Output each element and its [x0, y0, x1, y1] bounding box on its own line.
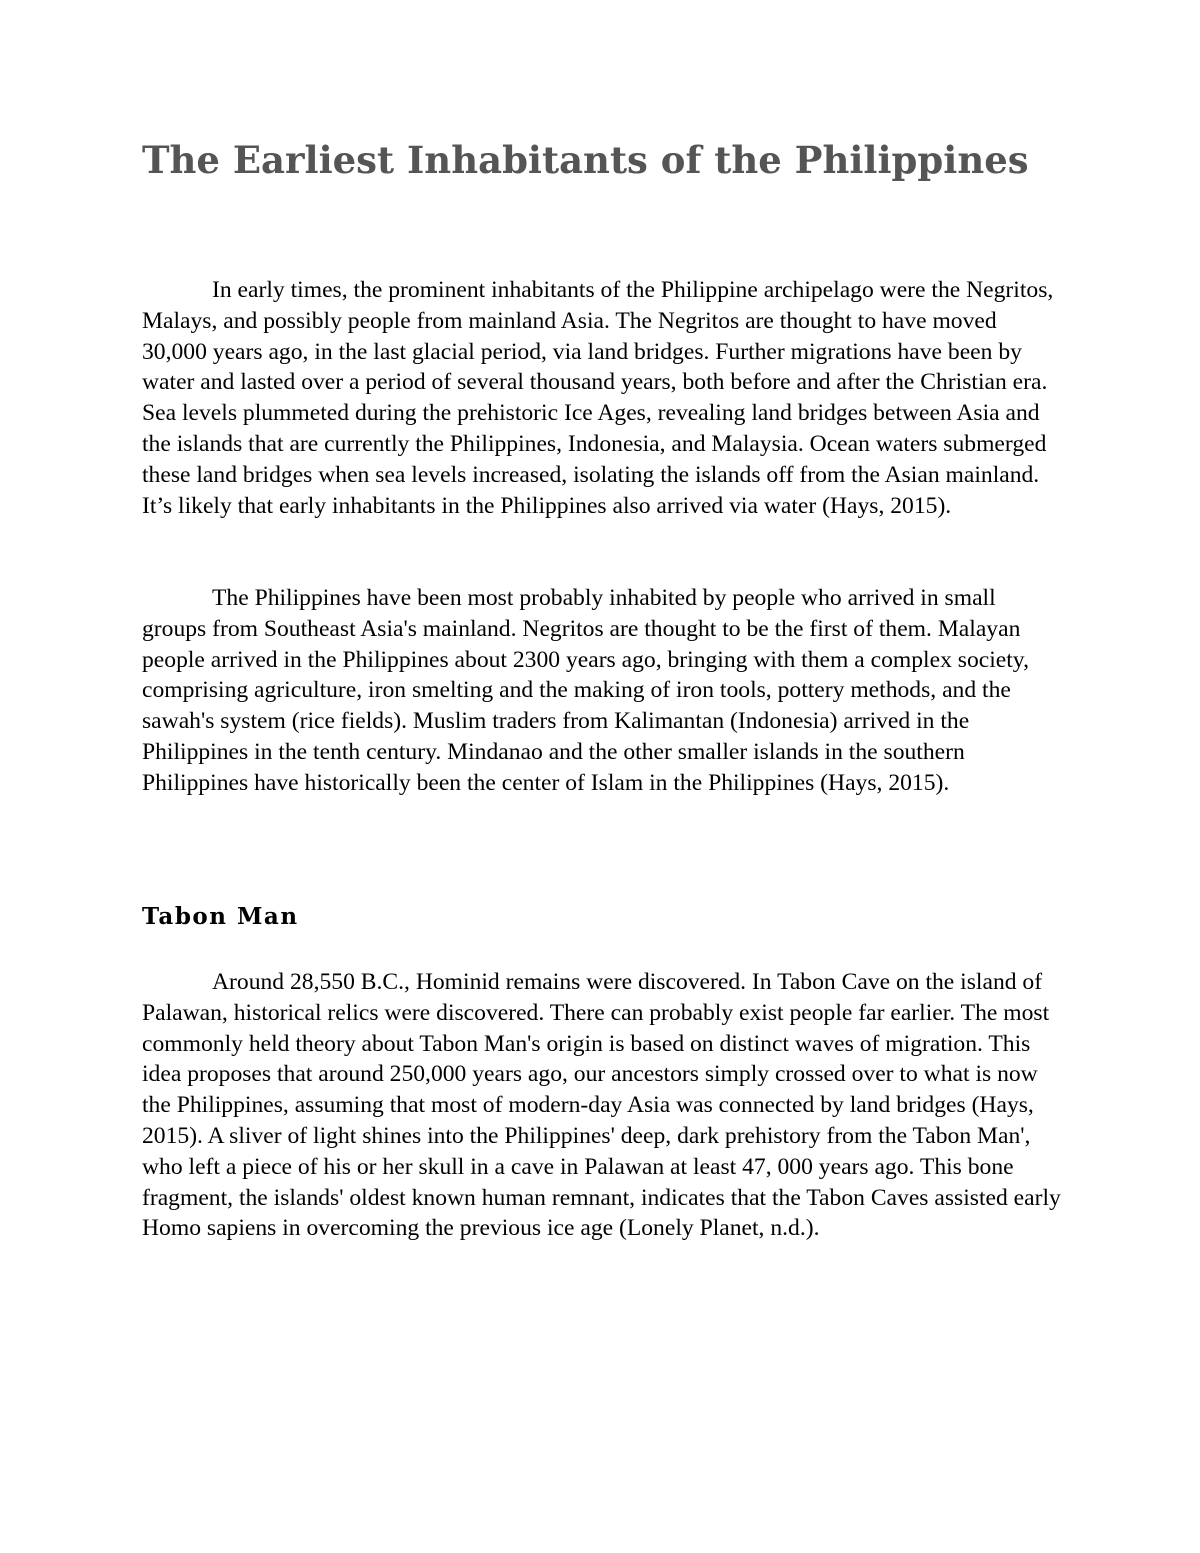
tabon-man-paragraph: Around 28,550 B.C., Hominid remains were discovered. In Tabon Cave on the island of Palawan, historical relics were discovered. There can probably exist people far earlier. The most commonly held theory about Tabon Man's origin is based on distinct waves of migration. This idea proposes that around 250,000 years ago, our ancestors simply crossed over to what is now the Philippines, assuming that most of modern-day Asia was connected by land bridges (Hays, 2015). A sliver of light shines into the Philippines' deep, dark prehistory from the Tabon Man', who left a piece of his or her skull in a cave in Palawan at least 47, 000 years ago. This bone fragment, the islands' oldest known human remnant, indicates that the Tabon Caves assisted early Homo sapiens in overcoming the previous ice age (Lonely Planet, n.d.). — [142, 969, 1061, 1242]
section-heading-tabon-man: Tabon Man — [142, 903, 299, 930]
document-title: The Earliest Inhabitants of the Philippines — [142, 138, 1029, 182]
intro-paragraph-2: The Philippines have been most probably inhabited by people who arrived in small groups from Southeast Asia's mainland. Negritos are thought to be the first of them. Malayan people arrived in the Philippines about 2300 years ago, bringing with them a complex society, comprising agriculture, iron smelting and the making of iron tools, pottery methods, and the sawah's system (rice fields). Muslim traders from Kalimantan (Indonesia) arrived in the Philippines in the tenth century. Mindanao and the other smaller islands in the southern Philippines have historically been the center of Islam in the Philippines (Hays, 2015). — [142, 585, 1029, 796]
intro-paragraph-1: In early times, the prominent inhabitants of the Philippine archipelago were the Negritos, Malays, and possibly people from mainland Asia. The Negritos are thought to have moved 30,000 years ago, in the last glacial period, via land bridges. Further migrations have been by water and lasted over a period of several thousand years, both before and after the Christian era. Sea levels plummeted during the prehistoric Ice Ages, revealing land bridges between Asia and the islands that are currently the Philippines, Indonesia, and Malaysia. Ocean waters submerged these land bridges when sea levels increased, isolating the islands off from the Asian mainland. It’s likely that early inhabitants in the Philippines also arrived via water (Hays, 2015). — [142, 277, 1054, 519]
